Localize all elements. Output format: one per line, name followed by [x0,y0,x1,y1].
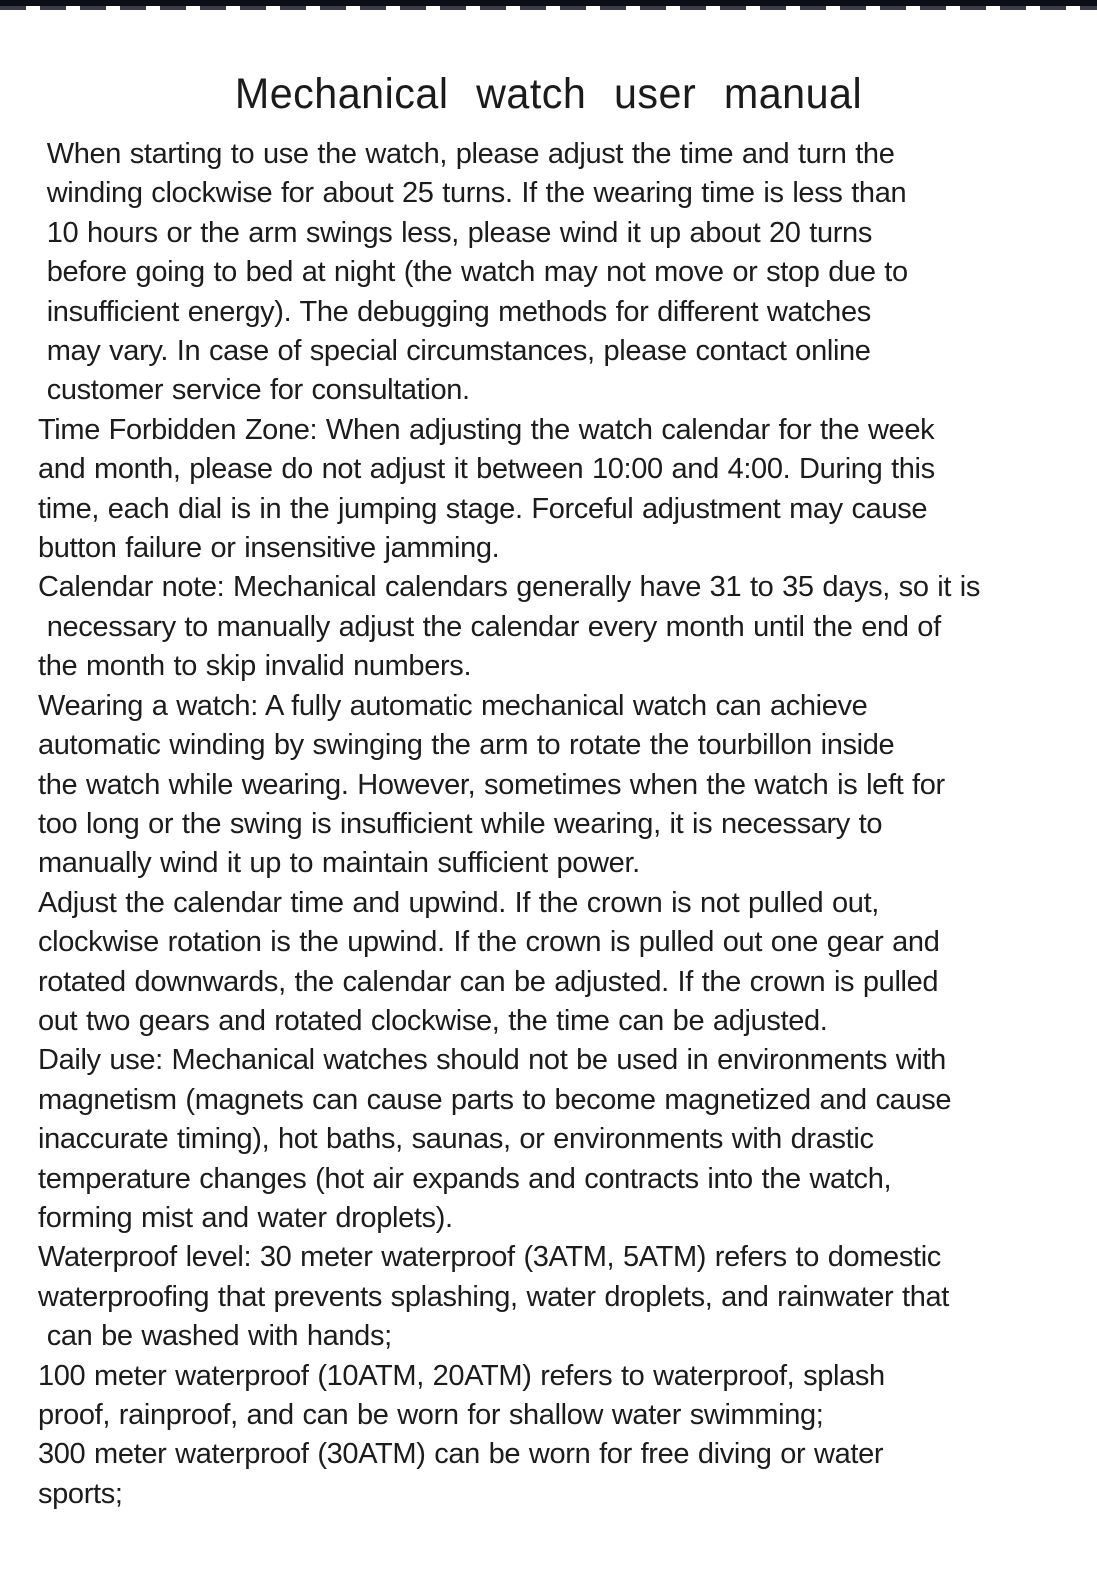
text-line: Wearing a watch: A fully automatic mechanical watch can achieve [38,689,868,722]
text-line: When starting to use the watch, please adjust the time and turn the [38,138,895,170]
text-line: magnetism (magnets can cause parts to become magnetized and cause [38,1083,952,1116]
text-line: necessary to manually adjust the calendar every month until the end of [38,610,941,643]
text-line: rotated downwards, the calendar can be adjusted. If the crown is pulled [38,965,939,998]
text-line: Calendar note: Mechanical calendars generally have 31 to 35 days, so it is [38,571,981,604]
paragraph-adjust-calendar-time [38,884,1071,1042]
text-line: sports; [38,1477,123,1510]
text-line: 300 meter waterproof (30ATM) can be worn for free diving or water [38,1438,884,1471]
text-line: Adjust the calendar time and upwind. If the crown is not pulled out, [38,886,879,919]
text-line: insufficient energy). The debugging methods for different watches [38,295,871,328]
text-line: the month to skip invalid numbers. [38,650,472,683]
text-line: and month, please do not adjust it between 10:00 and 4:00. During this [38,453,935,486]
text-line: the watch while wearing. However, sometimes when the watch is left for [38,768,945,801]
paragraph-daily-use [38,1041,1071,1238]
paragraph-waterproof-100m [38,1357,1071,1436]
text-line: can be washed with hands; [38,1320,392,1353]
text-line: before going to bed at night (the watch may not move or stop due to [38,256,908,289]
text-line: Daily use: Mechanical watches should not be used in environments with [38,1044,946,1077]
text-line: automatic winding by swinging the arm to rotate the tourbillon inside [38,729,895,762]
text-line: waterproofing that prevents splashing, water droplets, and rainwater that [38,1280,949,1313]
text-line: temperature changes (hot air expands and contracts into the watch, [38,1162,892,1195]
text-line: out two gears and rotated clockwise, the time can be adjusted. [38,1004,828,1037]
text-line: winding clockwise for about 25 turns. If the wearing time is less than [38,177,907,210]
text-line: Time Forbidden Zone: When adjusting the watch calendar for the week [38,413,935,446]
manual-body [0,135,1097,1514]
page-title: Mechanical watch user manual [234,70,863,118]
text-line: proof, rainproof, and can be worn for shallow water swimming; [38,1399,824,1431]
text-line: button failure or insensitive jamming. [38,532,500,565]
text-line: inaccurate timing), hot baths, saunas, or environments with drastic [38,1123,874,1156]
text-line: too long or the swing is insufficient while wearing, it is necessary to [38,807,883,840]
text-line: Waterproof level: 30 meter waterproof (3ATM, 5ATM) refers to domestic [38,1241,941,1274]
paragraph-wearing-a-watch [38,687,1071,884]
text-line: clockwise rotation is the upwind. If the crown is pulled out one gear and [38,926,940,959]
paragraph-waterproof-300m [38,1435,1071,1514]
paragraph-getting-started [38,135,1071,411]
paragraph-time-forbidden-zone [38,411,1071,569]
paragraph-waterproof-level-30m [38,1238,1071,1356]
text-line: 10 hours or the arm swings less, please wind it up about 20 turns [38,216,872,249]
text-line: manually wind it up to maintain sufficient power. [38,847,640,880]
text-line: time, each dial is in the jumping stage. Forceful adjustment may cause [38,492,928,525]
text-line: 100 meter waterproof (10ATM, 20ATM) refers to waterproof, splash [38,1359,885,1392]
paragraph-calendar-note [38,568,1071,686]
text-line: forming mist and water droplets). [38,1201,453,1234]
text-line: may vary. In case of special circumstances, please contact online [38,335,871,368]
text-line: customer service for consultation. [38,374,470,407]
